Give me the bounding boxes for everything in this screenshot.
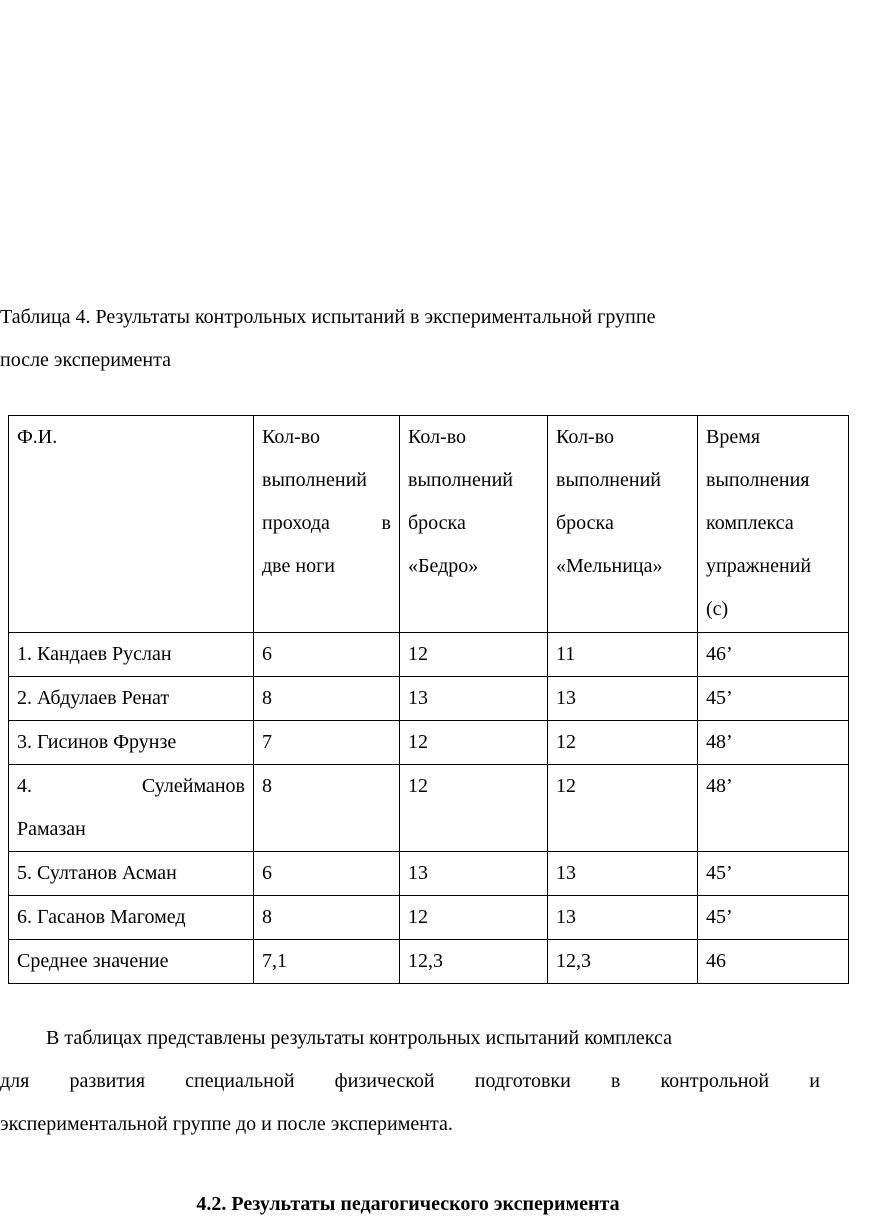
cell-time: 45’ <box>698 896 849 940</box>
cell-time: 48’ <box>698 765 849 852</box>
cell-name: 2. Абдулаев Ренат <box>9 677 254 721</box>
body-line-3: экспериментальной группе до и после эксперимента. <box>0 1113 453 1135</box>
header-mill-throw: Кол-во выполнений броска «Мельница» <box>548 416 698 633</box>
cell-passes: 8 <box>254 896 400 940</box>
cell-name: 4. Сулейманов Рамазан <box>9 765 254 852</box>
cell-mill-throw: 13 <box>548 677 698 721</box>
cell-hip-throw: 12 <box>400 633 548 677</box>
body-line-2: для развития специальной физической подготовки в контрольной и <box>0 1070 820 1092</box>
cell-mill-throw: 12,3 <box>548 940 698 984</box>
cell-hip-throw: 13 <box>400 852 548 896</box>
cell-time: 48’ <box>698 721 849 765</box>
cell-mill-throw: 13 <box>548 852 698 896</box>
cell-hip-throw: 12 <box>400 765 548 852</box>
cell-passes: 6 <box>254 852 400 896</box>
header-passes: Кол-во выполнений прохода в две ноги <box>254 416 400 633</box>
cell-name: 6. Гасанов Магомед <box>9 896 254 940</box>
section-heading: 4.2. Результаты педагогического эксперимента <box>196 1193 620 1215</box>
cell-passes: 7,1 <box>254 940 400 984</box>
cell-mill-throw: 13 <box>548 896 698 940</box>
cell-name: 5. Султанов Асман <box>9 852 254 896</box>
body-line-1: В таблицах представлены результаты контрольных испытаний комплекса <box>46 1027 672 1049</box>
cell-name: 1. Кандаев Руслан <box>9 633 254 677</box>
table-row <box>9 896 849 940</box>
cell-hip-throw: 12 <box>400 896 548 940</box>
body-paragraph <box>0 1017 820 1146</box>
table-row <box>9 633 849 677</box>
caption-line-2: после эксперимента <box>0 349 171 371</box>
cell-hip-throw: 13 <box>400 677 548 721</box>
header-name: Ф.И. <box>9 416 254 633</box>
cell-passes: 7 <box>254 721 400 765</box>
cell-passes: 8 <box>254 765 400 852</box>
cell-time: 46 <box>698 940 849 984</box>
cell-time: 45’ <box>698 852 849 896</box>
cell-passes: 8 <box>254 677 400 721</box>
table-caption <box>0 296 880 382</box>
caption-line-1: Таблица 4. Результаты контрольных испытаний в экспериментальной группе <box>0 306 656 328</box>
header-hip-throw: Кол-во выполнений броска «Бедро» <box>400 416 548 633</box>
cell-time: 45’ <box>698 677 849 721</box>
table-row <box>9 721 849 765</box>
header-time: Время выполнения комплекса упражнений (с) <box>698 416 849 633</box>
cell-time: 46’ <box>698 633 849 677</box>
table-row-average <box>9 940 849 984</box>
cell-name: 3. Гисинов Фрунзе <box>9 721 254 765</box>
cell-hip-throw: 12,3 <box>400 940 548 984</box>
cell-mill-throw: 12 <box>548 765 698 852</box>
table-row <box>9 765 849 852</box>
table-row <box>9 852 849 896</box>
cell-passes: 6 <box>254 633 400 677</box>
cell-mill-throw: 11 <box>548 633 698 677</box>
cell-mill-throw: 12 <box>548 721 698 765</box>
table-row <box>9 677 849 721</box>
results-table <box>8 415 849 984</box>
cell-name: Среднее значение <box>9 940 254 984</box>
cell-hip-throw: 12 <box>400 721 548 765</box>
table-header-row <box>9 416 849 633</box>
